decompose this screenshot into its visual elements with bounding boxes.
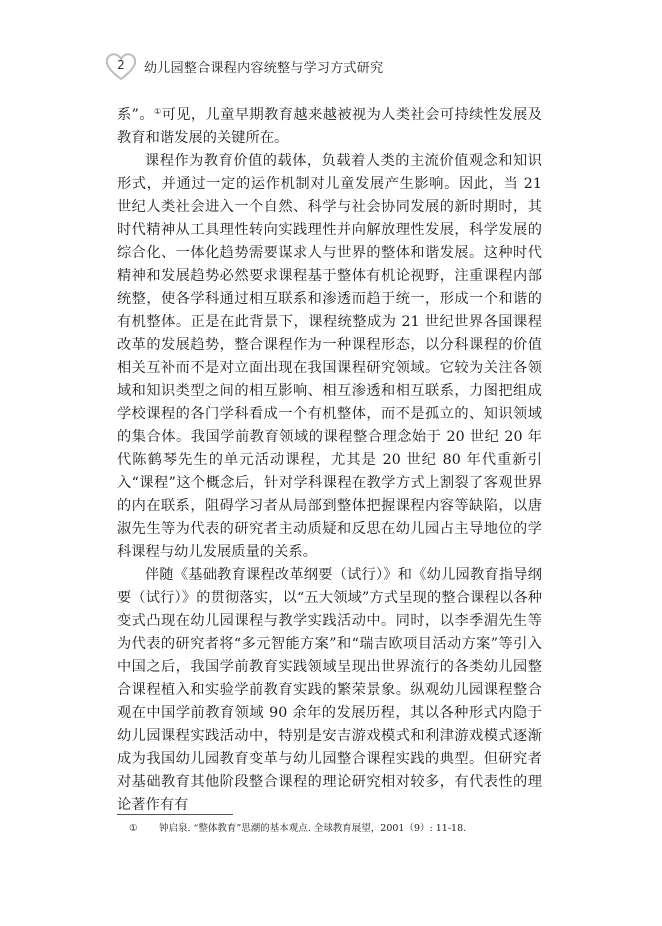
page-number: 2 — [117, 58, 125, 72]
footnote-text: 钟启泉. “整体教育”思潮的基本观点. 全球教育展望，2001（9）: 11-18. — [159, 823, 467, 834]
paragraph-text: 系”。 — [117, 107, 154, 123]
page-number-badge — [104, 50, 138, 82]
paragraph — [117, 104, 542, 150]
footnote-reference[interactable]: ① — [154, 107, 162, 116]
footnote-divider — [117, 814, 233, 815]
body-text — [117, 104, 542, 817]
footnote — [117, 822, 542, 836]
paragraph: 课程作为教育价值的载体，负载着人类的主流价值观念和知识形式，并通过一定的运作机制对儿童发展产生影响。因此，当 21 世纪人类社会进入一个自然、科学与社会协同发展的新时期时，其时代精神从工具理性转向实践理性并向解放理性发展，科学发展的综合化、一体化趋势需要谋求人与世界的整体和谐发展。这种时代精神和发展趋势必然要求课程基于整体有机论视野，注重课程内部统整，使各学科通过相互联系和渗透而趋于统一，形成一个和谐的有机整体。正是在此背景下，课程统整成为 21 世纪世界各国课程改革的发展趋势，整合课程作为一种课程形态，以分科课程的价值相关互补而不是对立面出现在我国课程研究领域。它较为关注各领域和知识类型之间的相互影响、相互渗透和相互联系，力图把组成学校课程的各门学科看成一个有机整体，而不是孤立的、知识领域的集合体。我国学前教育领域的课程整合理念始于 20 世纪 20 年代陈鹤琴先生的单元活动课程，尤其是 20 世纪 80 年代重新引入“课程”这个概念后，针对学科课程在教学方式上割裂了客观世界的内在联系，阻碍学习者从局部到整体把握课程内容等缺陷，以唐淑先生等为代表的研究者主动质疑和反思在幼儿园占主导地位的学科课程与幼儿发展质量的关系。 — [117, 153, 542, 560]
paragraph: 伴随《基础教育课程改革纲要（试行）》和《幼儿园教育指导纲要（试行）》的贯彻落实，以“五大领域”方式呈现的整合课程以各种变式凸现在幼儿园课程与教学实践活动中。同时，以李季湄先生等为代表的研究者将“多元智能方案”和“瑞吉欧项目活动方案”等引入中国之后，我国学前教育实践领域呈现出世界流行的各类幼儿园整合课程植入和实验学前教育实践的繁荣景象。纵观幼儿园课程整合观在中国学前教育领域 90 余年的发展历程，其以各种形式内隐于幼儿园课程实践活动中，特别是安吉游戏模式和利津游戏模式逐渐成为我国幼儿园教育变革与幼儿园整合课程实践的典型。但研究者对基础教育其他阶段整合课程的理论研究相对较多，有代表性的理论著作有有 — [117, 567, 542, 813]
paragraph-text: 可见，儿童早期教育越来越被视为人类社会可持续性发展及教育和谐发展的关键所在。 — [117, 107, 542, 146]
running-title: 幼儿园整合课程内容统整与学习方式研究 — [144, 61, 384, 76]
footnote-mark: ① — [129, 823, 138, 834]
